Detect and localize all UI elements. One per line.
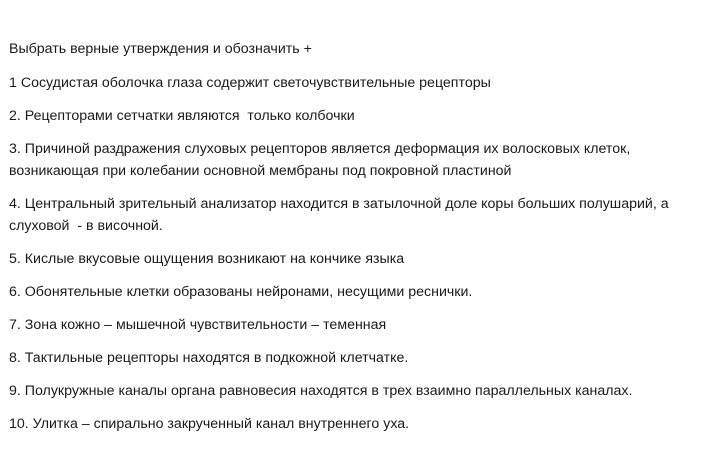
- statement-6: 6. Обонятельные клетки образованы нейронами, несущими реснички.: [9, 284, 473, 300]
- document: [9, 38, 714, 435]
- statement-10: 10. Улитка – спирально закрученный канал внутреннего уха.: [9, 416, 410, 432]
- document-title: Выбрать верные утверждения и обозначить +: [9, 41, 312, 57]
- statement-7: 7. Зона кожно – мышечной чувствительности – теменная: [9, 317, 387, 333]
- statement-3: 3. Причиной раздражения слуховых рецепторов является деформация их волосковых клеток, возникающая при колебании основной мембраны под покровной пластиной: [9, 141, 635, 179]
- statement-9: 9. Полукружные каналы органа равновесия находятся в трех взаимно параллельных каналах.: [9, 383, 633, 399]
- statement-5: 5. Кислые вкусовые ощущения возникают на кончике языка: [9, 251, 405, 267]
- statement-4: 4. Центральный зрительный анализатор находится в затылочной доле коры больших полушарий, а слуховой - в височной.: [9, 196, 673, 234]
- statement-2: 2. Рецепторами сетчатки являются только колбочки: [9, 108, 355, 124]
- statement-1: 1 Сосудистая оболочка глаза содержит светочувствительные рецепторы: [9, 75, 491, 91]
- statement-8: 8. Тактильные рецепторы находятся в подкожной клетчатке.: [9, 350, 409, 366]
